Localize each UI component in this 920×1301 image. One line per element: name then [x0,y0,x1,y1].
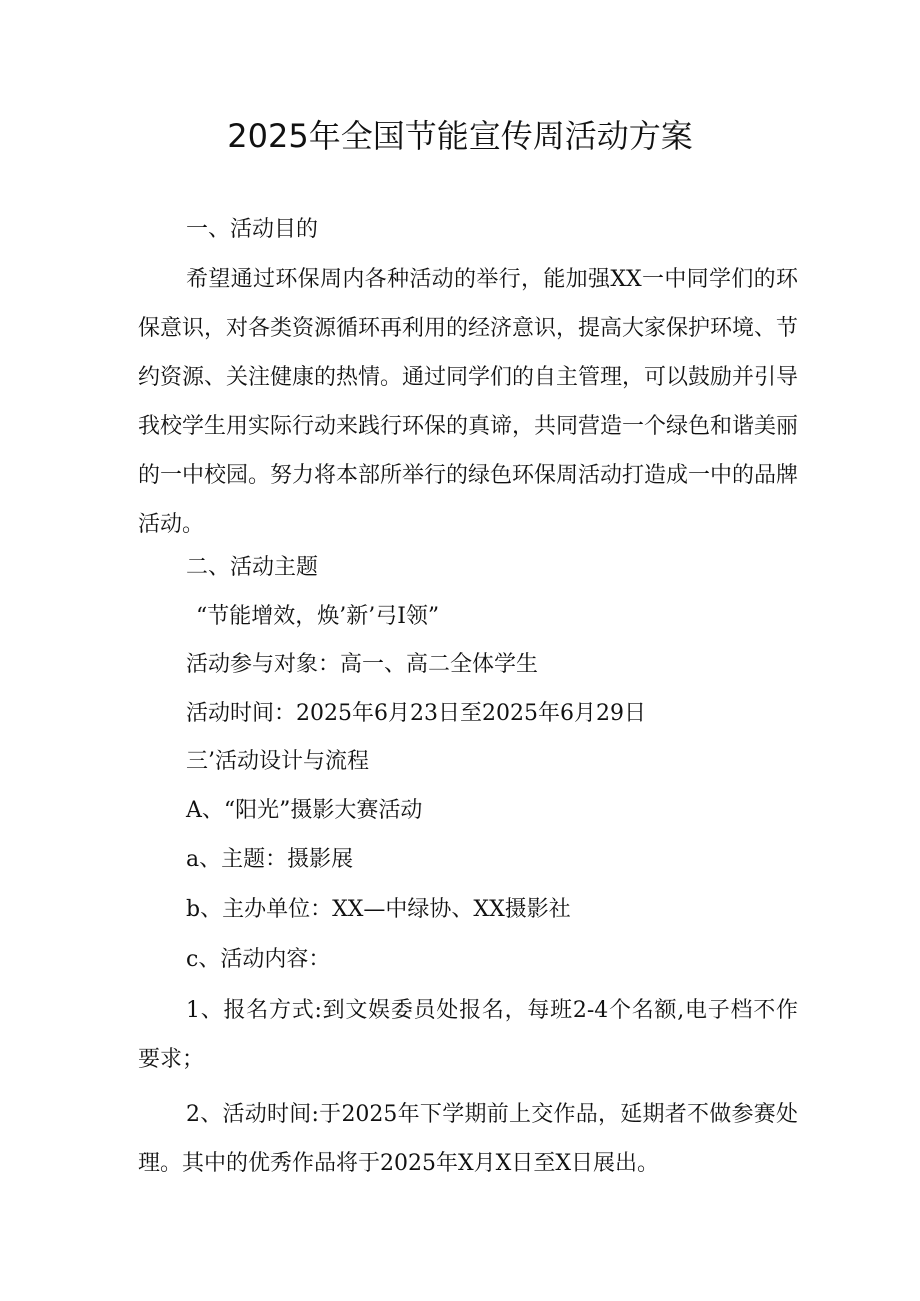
activity-time-line: 活动时间：2025年6月23日至2025年6月29日 [186,701,646,726]
purpose-paragraph: 希望通过环保周内各种活动的举行，能加强XX一中同学们的环保意识，对各类资源循环再利用的经济意识，提高大家保护环境、节约资源、关注健康的热情。通过同学们的自主管理，可以鼓励并引导我校学生用实际行动来践行环保的真谛，共同营造一个绿色和谐美丽的一中校园。努力将本部所举行的绿色环保周活动打造成一中的品牌活动。 [138,267,799,537]
photo-contest-theme: a、主题：摄影展 [186,847,354,872]
section-heading-theme: 二、活动主题 [186,555,319,580]
section-heading-design: 三’活动设计与流程 [186,749,369,774]
photo-contest-organizer: b、主办单位：XX—中绿协、XX摄影社 [186,897,571,922]
photo-contest-heading: A、“阳光”摄影大赛活动 [186,798,423,823]
submission-step: 2、活动时间:于2025年下学期前上交作品，延期者不做参赛处理。其中的优秀作品将于2025年X月X日至X日展出。 [138,1102,798,1176]
document-title: 2025年全国节能宣传周活动方案 [227,117,693,155]
participants-line: 活动参与对象：高一、高二全体学生 [186,652,539,677]
registration-step: 1、报名方式:到文娱委员处报名，每班2-4个名额,电子档不作要求； [138,998,798,1072]
section-heading-purpose: 一、活动目的 [186,217,319,242]
theme-slogan: “节能增效，焕’新’弓I领” [196,604,440,629]
photo-contest-content-label: c、活动内容： [186,947,331,972]
